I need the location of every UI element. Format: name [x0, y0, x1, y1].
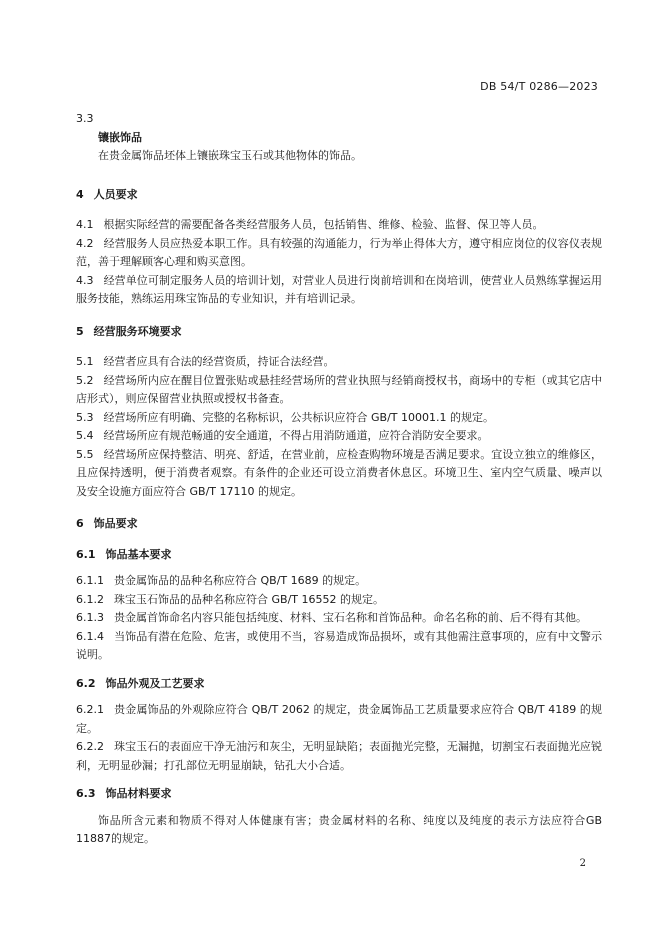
clause	[76, 353, 602, 372]
clause-number: 5.4	[76, 429, 94, 442]
clause	[76, 446, 602, 502]
clause-text: 经营服务人员应热爱本职工作。具有较强的沟通能力，行为举止得体大方，遵守相应岗位的仪容仪表规范，善于理解顾客心理和购买意图。	[76, 236, 602, 268]
clause-text: 根据实际经营的需要配备各类经营服务人员，包括销售、维修、检验、监督、保卫等人员。	[103, 218, 544, 231]
clause-number: 6.1.4	[76, 629, 104, 643]
subsection-heading-6-2	[76, 675, 602, 694]
clause-text: 贵金属饰品的品种名称应符合 QB/T 1689 的规定。	[114, 574, 367, 587]
clause-text: 经营场所应有规范畅通的安全通道，不得占用消防通道，应符合消防安全要求。	[103, 429, 489, 442]
clause-text: 经营场所应有明确、完整的名称标识，公共标识应符合 GB/T 10001.1 的规定。	[103, 410, 494, 424]
subsection-title: 饰品材料要求	[105, 787, 172, 800]
clause-number: 4.2	[76, 236, 94, 250]
section-number: 6	[76, 517, 84, 530]
clause-number: 5.2	[76, 373, 94, 387]
section-title: 饰品要求	[93, 517, 138, 530]
clause-number: 5.3	[76, 410, 94, 424]
term-number: 3.3	[76, 112, 94, 125]
clause-text: 经营场所应保持整洁、明亮、舒适，在营业前，应检查购物环境是否满足要求。宜设立独立的维修区，且应保持透明，便于消费者观察。有条件的企业还可设立消费者休息区。环境卫生、室内空气质量、噪声以及安全设施方面应符合 GB/T 17110 的规定。	[76, 447, 602, 498]
clause	[76, 409, 602, 428]
clause	[76, 628, 602, 665]
clause-number: 4.1	[76, 218, 94, 231]
document-code: DB 54/T 0286—2023	[480, 80, 598, 93]
section-number: 5	[76, 324, 84, 338]
clause-text: 经营场所内应在醒目位置张贴或悬挂经营场所的营业执照与经销商授权书，商场中的专柜（或其它店中店形式），则应保留营业执照或授权书备查。	[76, 373, 602, 405]
term-definition: 在贵金属饰品坯体上镶嵌珠宝玉石或其他物体的饰品。	[98, 149, 362, 162]
page-number: 2	[579, 858, 586, 869]
document-body	[76, 110, 602, 849]
section-title: 人员要求	[93, 187, 138, 201]
clause-text: 珠宝玉石饰品的品种名称应符合 GB/T 16552 的规定。	[114, 592, 384, 606]
clause	[76, 272, 602, 309]
clause	[76, 572, 602, 591]
clause	[76, 372, 602, 409]
section-number: 4	[76, 187, 84, 201]
clause	[76, 216, 602, 235]
subsection-title: 饰品外观及工艺要求	[105, 676, 205, 690]
subsection-heading-6-1	[76, 546, 602, 565]
term-title: 镶嵌饰品	[98, 130, 142, 144]
clause-text: 经营单位可制定服务人员的培训计划，对营业人员进行岗前培训和在岗培训，使营业人员熟练掌握运用服务技能，熟练运用珠宝饰品的专业知识，并有培训记录。	[76, 273, 602, 305]
clause	[76, 427, 602, 446]
subsection-title: 饰品基本要求	[105, 547, 172, 561]
clause-number: 5.5	[76, 447, 94, 461]
clause-text: 经营者应具有合法的经营资质，持证合法经营。	[103, 355, 335, 368]
subsection-heading-6-3	[76, 785, 602, 804]
clause-number: 6.1.2	[76, 592, 104, 606]
section-paragraph: 饰品所含元素和物质不得对人体健康有害；贵金属材料的名称、纯度以及纯度的表示方法应符合GB 11887的规定。	[76, 813, 602, 845]
clause-number: 5.1	[76, 355, 94, 368]
clause	[76, 609, 602, 628]
clause-text: 贵金属首饰命名内容只能包括纯度、材料、宝石名称和首饰品种。命名名称的前、后不得有其他。	[114, 611, 587, 624]
clause-number: 6.1.3	[76, 611, 104, 624]
section-heading-6	[76, 515, 602, 534]
clause-number: 6.2.1	[76, 703, 104, 716]
section-heading-5	[76, 323, 602, 342]
section-title: 经营服务环境要求	[93, 324, 182, 338]
clause-text: 当饰品有潜在危险、危害，或使用不当，容易造成饰品损坏，或有其他需注意事项的，应有中文警示说明。	[76, 629, 602, 661]
clause	[76, 591, 602, 610]
clause	[76, 701, 602, 738]
clause-number: 4.3	[76, 273, 94, 287]
subsection-number: 6.1	[76, 547, 96, 561]
subsection-number: 6.2	[76, 676, 96, 690]
clause-text: 贵金属饰品的外观除应符合 QB/T 2062 的规定，贵金属饰品工艺质量要求应符合 QB/T 4189 的规定。	[76, 703, 602, 735]
clause-number: 6.1.1	[76, 574, 104, 587]
subsection-number: 6.3	[76, 787, 96, 800]
section-heading-4	[76, 186, 602, 205]
clause	[76, 235, 602, 272]
clause-text: 珠宝玉石的表面应干净无油污和灰尘，无明显缺陷；表面抛光完整，无漏抛，切割宝石表面抛光应锐利，无明显砂漏；打孔部位无明显崩缺，钻孔大小合适。	[76, 740, 602, 772]
clause	[76, 738, 602, 775]
clause-number: 6.2.2	[76, 740, 104, 753]
